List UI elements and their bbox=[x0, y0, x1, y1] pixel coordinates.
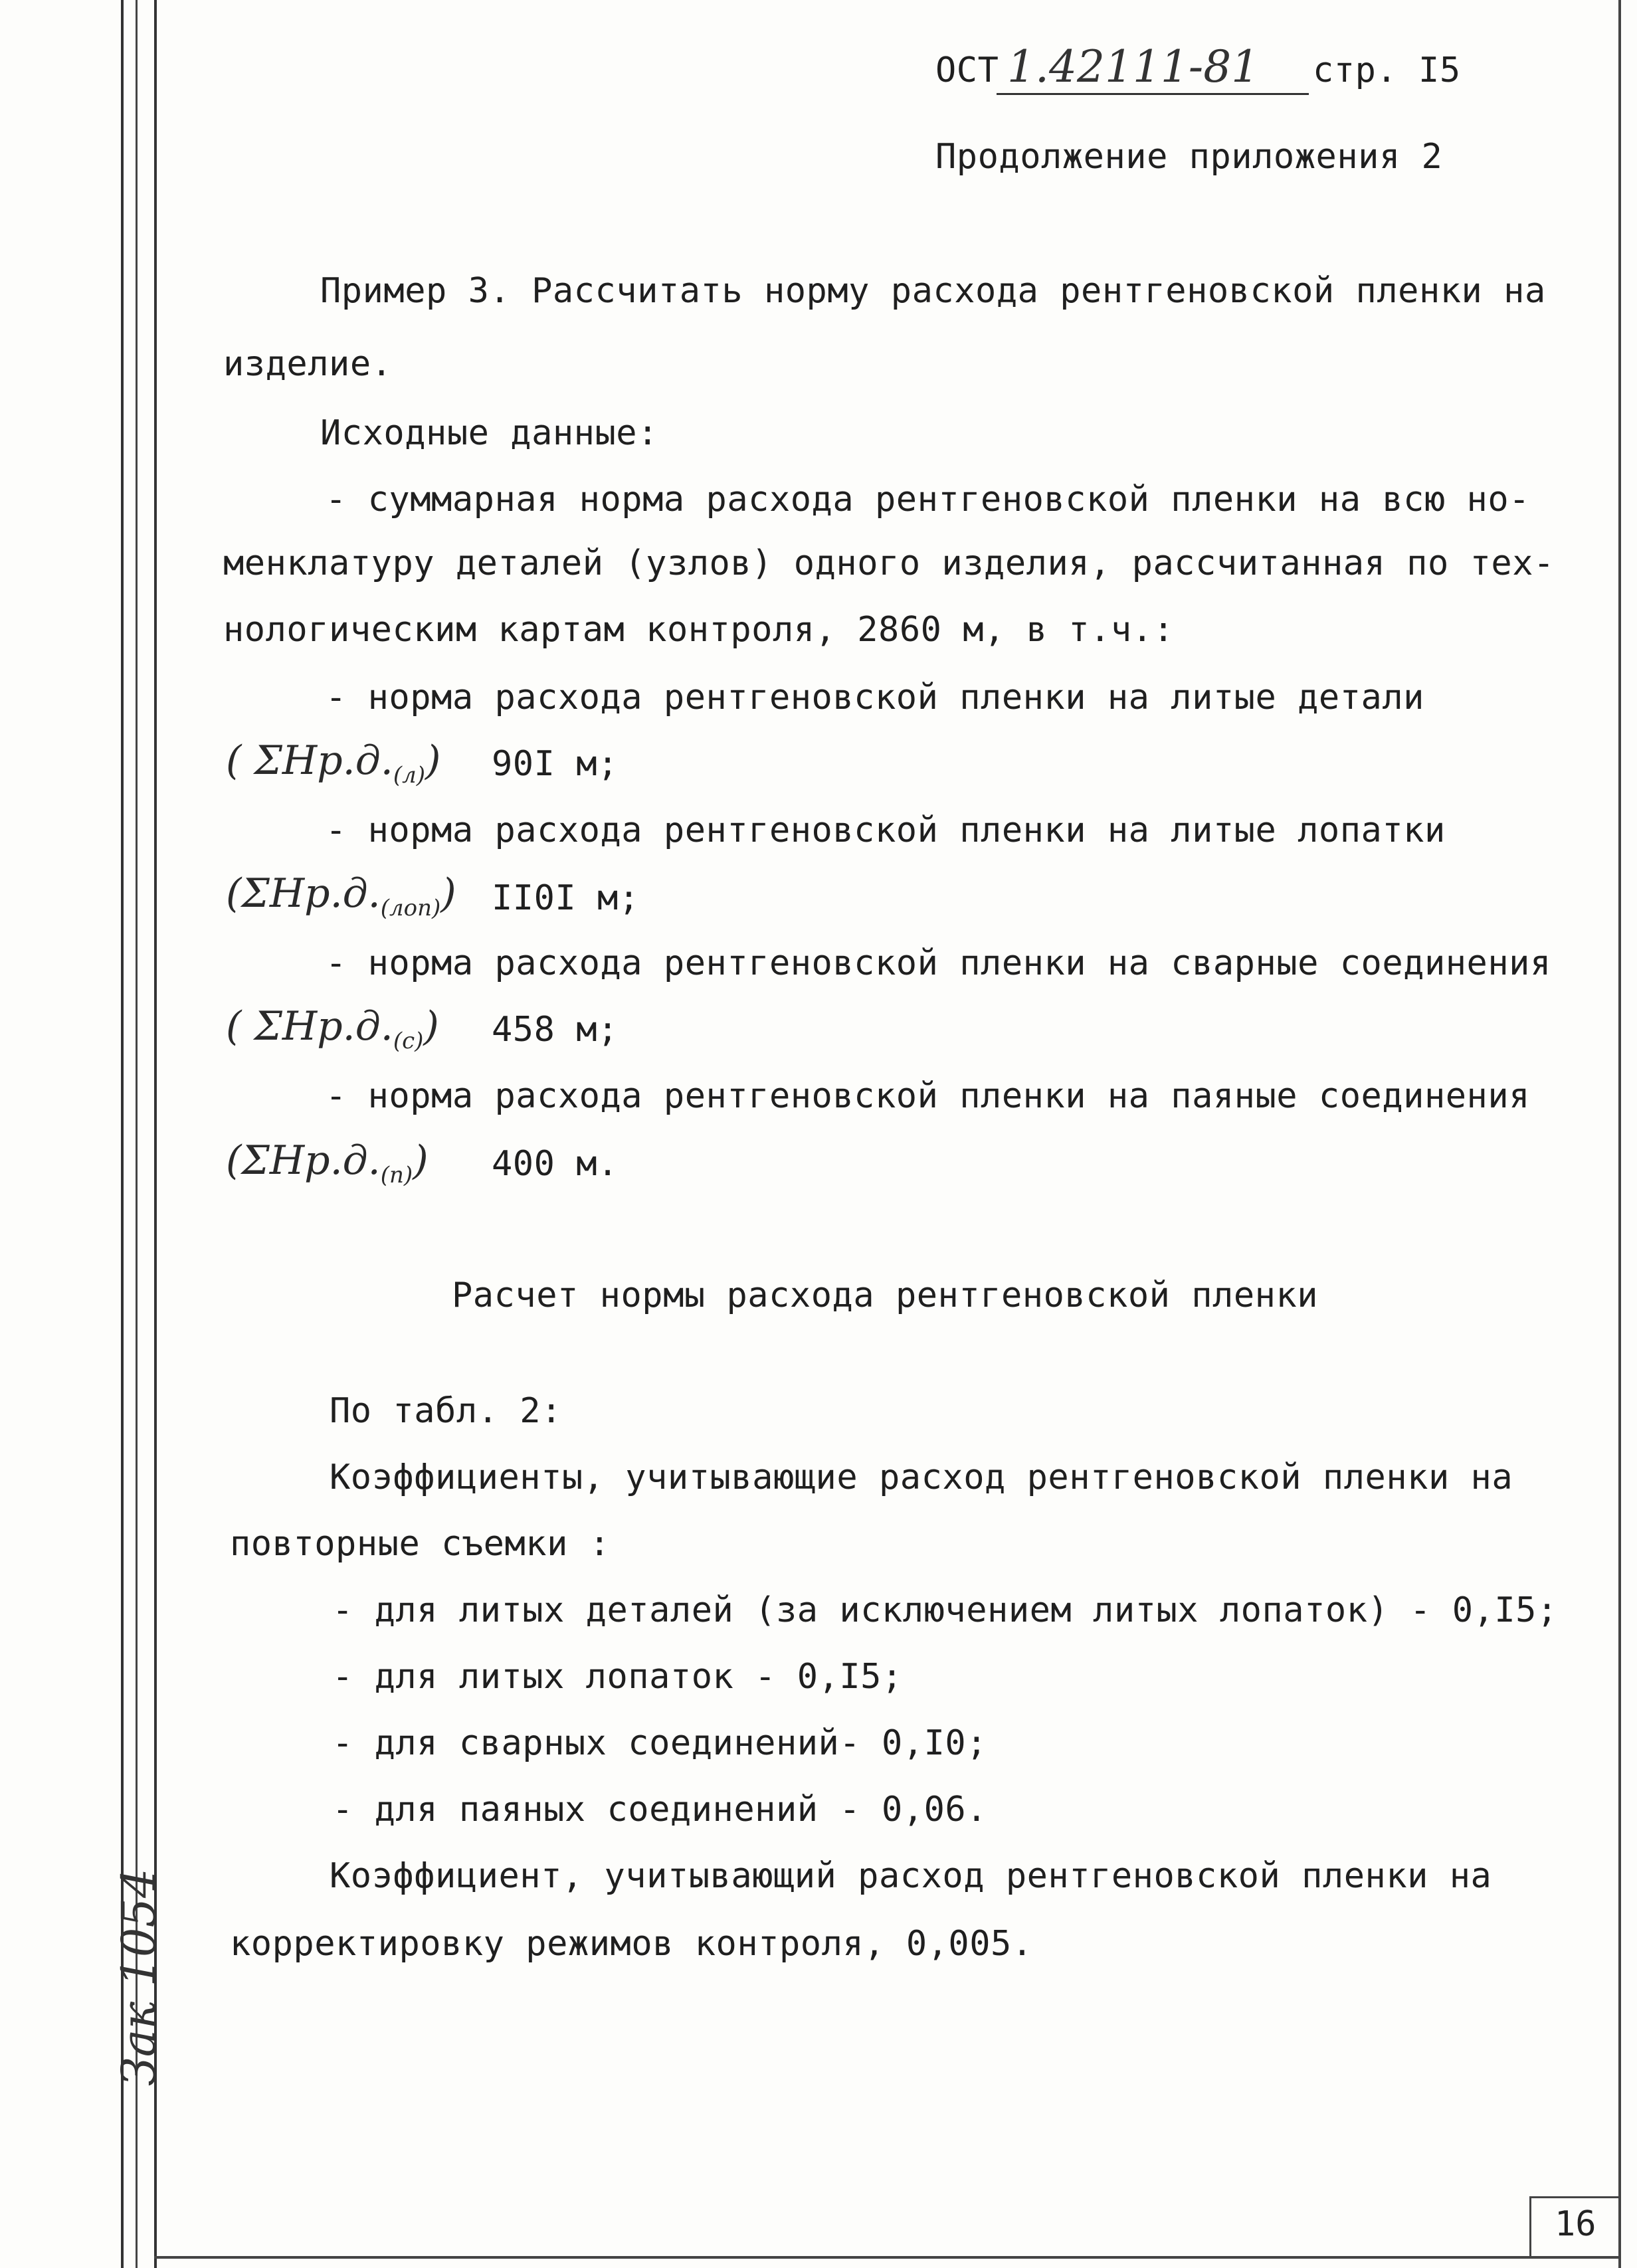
ost-prefix: ОСТ bbox=[935, 50, 999, 90]
coef-blades: - для литых лопаток - 0,I5; bbox=[332, 1657, 903, 1697]
adj-line-1: Коэффициент, учитывающий расход рентгеновской пленки на bbox=[330, 1856, 1492, 1896]
per-table: По табл. 2: bbox=[330, 1391, 562, 1431]
frame-line-right bbox=[1618, 0, 1621, 2268]
ost-number: 1.42111-81 bbox=[1007, 41, 1260, 92]
cast-blades-line: - норма расхода рентгеновской пленки на литые лопатки bbox=[326, 810, 1446, 850]
cast-parts-line: - норма расхода рентгеновской пленки на литые детали bbox=[326, 678, 1424, 717]
order-note: Зак 1054 bbox=[112, 1868, 166, 2086]
example-line-2: изделие. bbox=[223, 344, 393, 384]
coef-soldered: - для паяных соединений - 0,06. bbox=[332, 1790, 988, 1830]
soldered-symbol: $(\Sigma Hр.д._{(п)})$ bbox=[226, 1137, 429, 1188]
soldered-value: 400 м. bbox=[492, 1144, 619, 1184]
sum-line-2: менклатуру деталей (узлов) одного изделия, рассчитанная по тех- bbox=[223, 543, 1555, 583]
welded-symbol: ( $\Sigma Hр.д._{(с)}$) bbox=[226, 1003, 439, 1054]
soldered-line: - норма расхода рентгеновской пленки на паяные соединения bbox=[326, 1076, 1530, 1116]
initial-data-heading: Исходные данные: bbox=[320, 413, 658, 453]
coef-line-2: повторные съемки : bbox=[230, 1524, 611, 1564]
sum-line-3: нологическим картам контроля, 2860 м, в т.ч.: bbox=[223, 610, 1175, 650]
calc-heading: Расчет нормы расхода рентгеновской пленки bbox=[452, 1276, 1319, 1315]
ost-number-underline bbox=[997, 93, 1309, 95]
example-line-1: Пример 3. Рассчитать норму расхода рентгеновской пленки на bbox=[320, 271, 1546, 311]
adj-line-2: корректировку режимов контроля, 0,005. bbox=[230, 1924, 1033, 1964]
cast-blades-value: II0I м; bbox=[492, 878, 640, 918]
cast-parts-value: 90I м; bbox=[492, 744, 619, 784]
welded-value: 458 м; bbox=[492, 1010, 619, 1050]
coef-welded: - для сварных соединений- 0,I0; bbox=[332, 1723, 988, 1763]
welded-line: - норма расхода рентгеновской пленки на сварные соединения bbox=[326, 943, 1551, 983]
continuation-title: Продолжение приложения 2 bbox=[935, 137, 1443, 177]
cast-blades-symbol: $(\Sigma Hр.д._{(лоп)})$ bbox=[226, 870, 456, 921]
coef-cast: - для литых деталей (за исключением литых лопаток) - 0,I5; bbox=[332, 1590, 1558, 1630]
page-number: 16 bbox=[1555, 2204, 1596, 2244]
coef-line-1: Коэффициенты, учитывающие расход рентгеновской пленки на bbox=[330, 1458, 1513, 1497]
frame-line-bottom bbox=[154, 2256, 1621, 2259]
cast-parts-symbol: ( $\Sigma Hр.д._{(л)}$) bbox=[226, 737, 441, 789]
page-label: стр. I5 bbox=[1313, 50, 1461, 90]
sum-line-1: - суммарная норма расхода рентгеновской пленки на всю но- bbox=[326, 480, 1530, 520]
